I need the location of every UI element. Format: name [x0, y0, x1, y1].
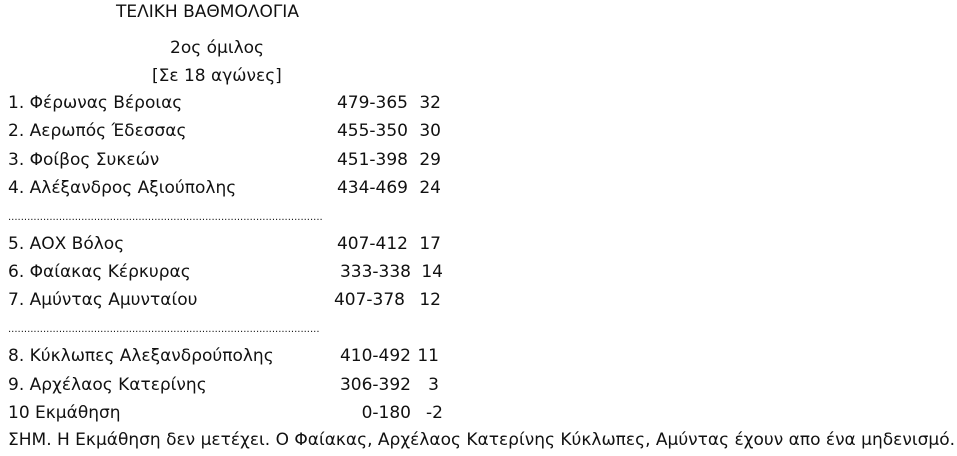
team-points: 11: [417, 346, 439, 366]
team-name: 5. ΑΟΧ Βόλος: [8, 234, 125, 254]
team-name: 1. Φέρωνας Βέροιας: [8, 93, 183, 113]
team-name: 10 Εκμάθηση: [8, 403, 121, 423]
team-name: 2. Αερωπός Έδεσσας: [8, 121, 187, 141]
team-score: 0-180: [361, 403, 411, 423]
team-score: 434-469: [336, 178, 408, 198]
team-points: 24: [419, 178, 441, 198]
team-score: 333-338: [339, 262, 411, 282]
games-count: [Σε 18 αγώνες]: [152, 66, 282, 86]
team-points: 30: [419, 121, 441, 141]
team-points: 32: [419, 93, 441, 113]
team-name: 4. Αλέξανδρος Αξιούπολης: [8, 178, 237, 198]
team-points: 29: [419, 150, 441, 170]
team-name: 3. Φοίβος Συκεών: [8, 150, 160, 170]
group-label: 2ος όμιλος: [170, 38, 265, 58]
team-score: 455-350: [336, 121, 408, 141]
page-title: ΤΕΛΙΚΗ ΒΑΘΜΟΛΟΓΙΑ: [116, 2, 299, 22]
team-name: 6. Φαίακας Κέρκυρας: [8, 262, 191, 282]
team-points: 3: [428, 375, 439, 395]
team-score: 306-392: [339, 375, 411, 395]
team-name: 8. Κύκλωπες Αλεξανδρούπολης: [8, 346, 274, 366]
team-score: 479-365: [336, 93, 408, 113]
team-name: 9. Αρχέλαος Κατερίνης: [8, 375, 207, 395]
team-points: 17: [419, 234, 441, 254]
team-points: 14: [421, 262, 443, 282]
divider-line: ..................................................................................................: [8, 324, 320, 335]
team-score: 407-412: [336, 234, 408, 254]
team-points: -2: [426, 403, 443, 423]
team-score: 410-492: [339, 346, 411, 366]
team-points: 12: [419, 290, 441, 310]
footnote: ΣΗΜ. Η Εκμάθηση δεν μετέχει. Ο Φαίακας, Αρχέλαος Κατερίνης Κύκλωπες, Αμύντας έχουν απο ένα μηδενισμό.: [8, 430, 955, 450]
team-score: 407-378: [333, 290, 405, 310]
divider-line: ...................................................................................................: [8, 212, 323, 223]
team-score: 451-398: [336, 150, 408, 170]
team-name: 7. Αμύντας Αμυνταίου: [8, 290, 198, 310]
